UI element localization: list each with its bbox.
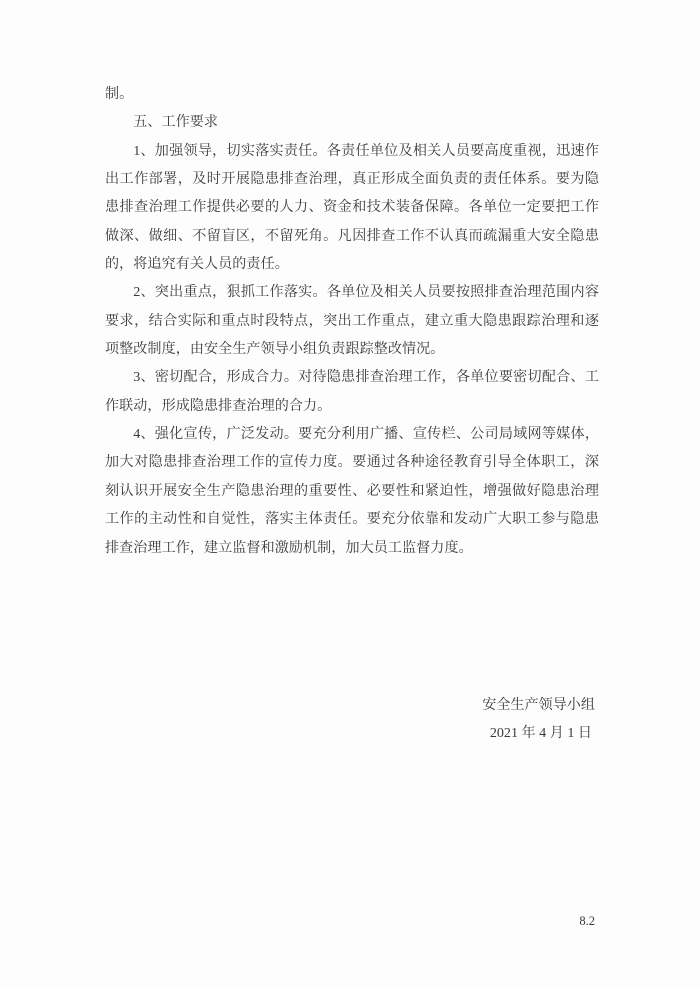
- signature-name: 安全生产领导小组: [482, 697, 595, 713]
- paragraph-1: 1、加强领导，切实落实责任。各责任单位及相关人员要高度重视，迅速作出工作部署，及时开展隐患排查治理，真正形成全面负责的责任体系。要为隐患排查治理工作提供必要的人力、资金和技术装备保障。各单位一定要把工作做深、做细、不留盲区，不留死角。凡因排查工作不认真而疏漏重大安全隐患的，将追究有关人员的责任。: [105, 142, 599, 273]
- continuation-line: 制。: [105, 86, 134, 102]
- section-heading: 五、工作要求: [133, 114, 219, 131]
- page-number: 8.2: [579, 914, 595, 928]
- paragraph-2: 2、突出重点，狠抓工作落实。各单位及相关人员要按照排查治理范围内容要求，结合实际和重点时段特点，突出工作重点，建立重大隐患跟踪治理和逐项整改制度，由安全生产领导小组负责跟踪整改情况。: [105, 284, 599, 358]
- signature-date: 2021 年 4 月 1 日: [489, 725, 592, 742]
- paragraph-3: 3、密切配合，形成合力。对待隐患排查治理工作，各单位要密切配合、工作联动，形成隐患排查治理的合力。: [105, 369, 599, 414]
- document-body: [105, 80, 599, 562]
- paragraph-4: 4、强化宣传，广泛发动。要充分利用广播、宣传栏、公司局域网等媒体，加大对隐患排查治理工作的宣传力度。要通过各种途径教育引导全体职工，深刻认识开展安全生产隐患治理的重要性、必要性和紧迫性，增强做好隐患治理工作的主动性和自觉性，落实主体责任。要充分依靠和发动广大职工参与隐患排查治理工作，建立监督和激励机制，加大员工监督力度。: [105, 426, 599, 556]
- signature-block: [482, 691, 595, 748]
